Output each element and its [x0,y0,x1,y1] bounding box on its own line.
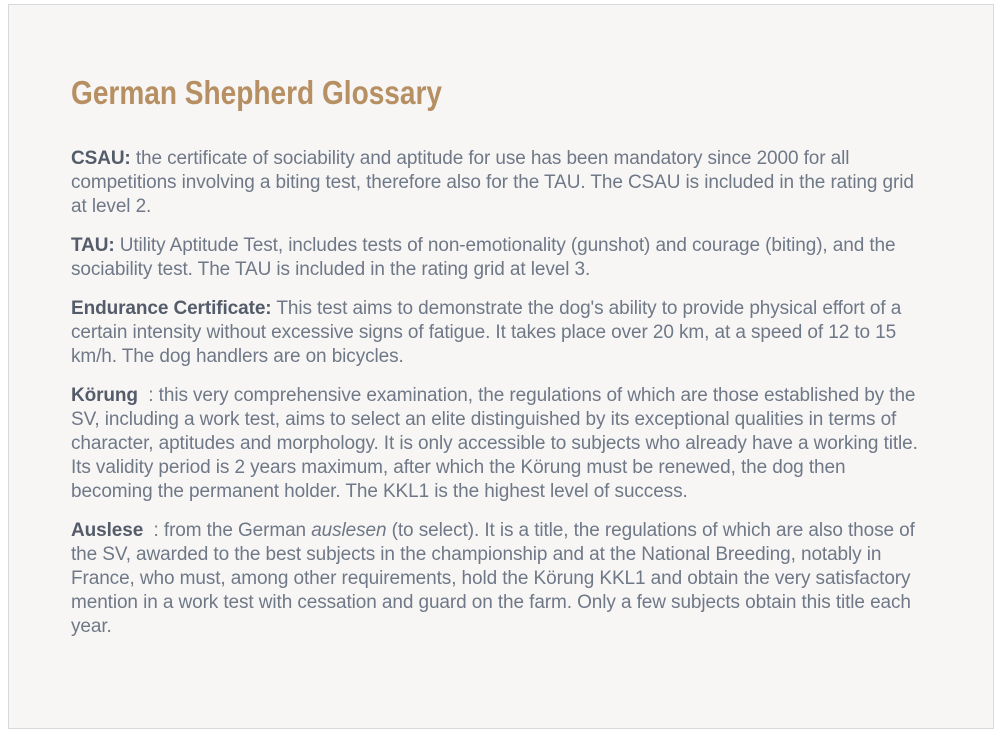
glossary-term: CSAU: [71,148,131,169]
glossary-definition: this very comprehensive examination, the regulations of which are those established by the SV, including a work test, aims to select an elite distinguished by its exceptional qualities in terms of character, aptitudes and morphology. It is only accessible to subjects who already have a working title. Its validity period is 2 years maximum, after which the Körung must be renewed, the dog then becoming the permanent holder. The KKL1 is the highest level of success. [71,385,918,502]
glossary-term-separator: : [137,385,159,406]
glossary-entry-auslese [71,519,929,639]
glossary-content [9,5,993,639]
glossary-entries [71,147,929,639]
glossary-definition-italic: auslesen [311,520,387,541]
page-title: German Shepherd Glossary [71,74,443,111]
glossary-definition: Utility Aptitude Test, includes tests of non-emotionality (gunshot) and courage (biting), and the sociability test. The TAU is included in the rating grid at level 3. [71,235,896,280]
glossary-card [8,4,994,729]
glossary-definition: from the German [163,520,312,541]
glossary-term-separator: : [143,520,164,541]
glossary-entry-endurance-certificate [71,297,929,369]
glossary-term: Endurance Certificate: [71,298,272,319]
glossary-entry-csau [71,147,929,219]
glossary-term: Auslese [71,520,144,541]
glossary-definition-rest: (to select). It is a title, the regulations of which are also those of the SV, awarded to the best subjects in the championship and at the National Breeding, notably in France, who must, among other requirements, hold the Körung KKL1 and obtain the very satisfactory mention in a work test with cessation and guard on the farm. Only a few subjects obtain this title each year. [71,520,915,637]
glossary-definition: This test aims to demonstrate the dog's ability to provide physical effort of a certain intensity without excessive signs of fatigue. It takes place over 20 km, at a speed of 12 to 15 km/h. The dog handlers are on bicycles. [71,298,902,367]
glossary-term: TAU: [71,235,115,256]
glossary-entry-korung [71,384,929,504]
glossary-term: Körung [71,385,138,406]
glossary-definition: the certificate of sociability and aptitude for use has been mandatory since 2000 for all competitions involving a biting test, therefore also for the TAU. The CSAU is included in the rating grid at level 2. [71,148,914,217]
glossary-entry-tau [71,234,929,282]
